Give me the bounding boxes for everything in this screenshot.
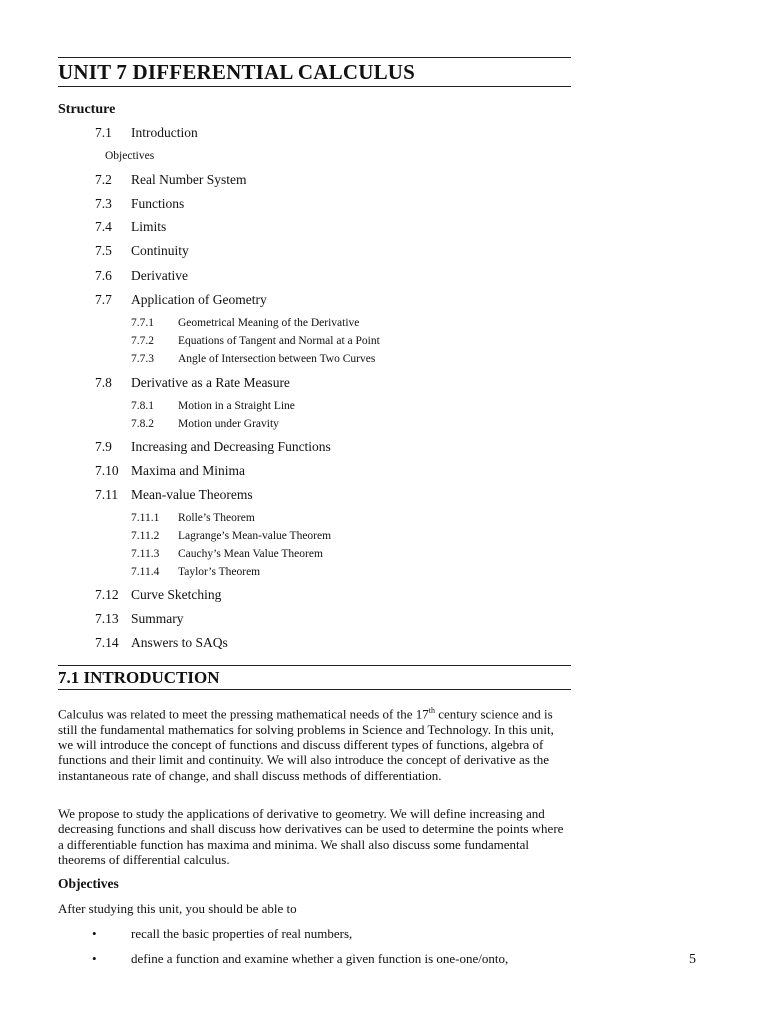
toc-subentry <box>0 548 768 566</box>
toc-sublabel: Equations of Tangent and Normal at a Point <box>178 335 380 347</box>
toc-label: Derivative <box>131 268 188 283</box>
toc-subentry <box>0 512 768 530</box>
toc-number: 7.1 <box>95 125 112 140</box>
toc-sublabel: Cauchy’s Mean Value Theorem <box>178 548 323 560</box>
toc-entry <box>0 172 768 190</box>
toc-subentry <box>0 566 768 584</box>
toc-label: Real Number System <box>131 172 247 187</box>
toc-sublabel: Geometrical Meaning of the Derivative <box>178 317 360 329</box>
toc-subnumber: 7.7.2 <box>131 335 154 347</box>
bullet-icon: • <box>92 926 97 941</box>
toc-label: Objectives <box>105 150 155 162</box>
toc-number: 7.11 <box>95 487 119 502</box>
toc-subnumber: 7.11.3 <box>131 548 160 560</box>
toc-label: Limits <box>131 219 167 234</box>
toc-number: 7.8 <box>95 375 112 390</box>
toc-label: Application of Geometry <box>131 292 267 307</box>
toc-entry <box>0 611 768 629</box>
toc-entry <box>0 635 768 653</box>
toc-entry <box>0 587 768 605</box>
top-rule <box>58 57 571 58</box>
toc-subnumber: 7.8.2 <box>131 418 154 430</box>
toc-subnumber: 7.11.2 <box>131 530 160 542</box>
toc-number: 7.13 <box>95 611 119 626</box>
unit-title: UNIT 7 DIFFERENTIAL CALCULUS <box>58 60 416 84</box>
toc-number: 7.12 <box>95 587 119 602</box>
toc-entry <box>0 268 768 286</box>
toc-number: 7.4 <box>95 219 112 234</box>
toc-subentry <box>0 353 768 371</box>
toc-label: Functions <box>131 196 185 211</box>
toc-subnumber: 7.7.3 <box>131 353 154 365</box>
toc-label: Introduction <box>131 125 198 140</box>
page-number: 5 <box>689 952 696 967</box>
toc-number: 7.14 <box>95 635 119 650</box>
superscript: th <box>428 706 435 715</box>
toc-label: Curve Sketching <box>131 587 222 602</box>
toc-subentry <box>0 400 768 418</box>
toc-label: Continuity <box>131 243 189 258</box>
toc-subentry <box>0 530 768 548</box>
toc-subentry <box>0 418 768 436</box>
toc-sublabel: Rolle’s Theorem <box>178 512 255 524</box>
toc-label: Derivative as a Rate Measure <box>131 375 290 390</box>
toc-number: 7.7 <box>95 292 112 307</box>
toc-sublabel: Angle of Intersection between Two Curves <box>178 353 376 365</box>
section-top-rule <box>58 665 571 666</box>
toc-label: Answers to SAQs <box>131 635 228 650</box>
toc-entry <box>0 196 768 214</box>
paragraph-text: century science and is still the fundamental mathematics for solving problems in Science and Technology. In this unit, we will introduce the concept of functions and discuss different types of functions, algebra of functions and their limit and continuity. We will also introduce the concept of derivative as the instantaneous rate of change, and shall discuss methods of differentiation. <box>58 706 554 783</box>
toc-subentry <box>0 317 768 335</box>
section-heading: 7.1 INTRODUCTION <box>58 668 220 687</box>
structure-heading: Structure <box>58 102 116 117</box>
toc-number: 7.10 <box>95 463 119 478</box>
toc-entry <box>0 292 768 310</box>
toc-number: 7.3 <box>95 196 112 211</box>
objectives-heading: Objectives <box>58 876 119 891</box>
toc-subnumber: 7.8.1 <box>131 400 154 412</box>
toc-entry <box>0 243 768 261</box>
toc-entry <box>0 463 768 481</box>
list-item: recall the basic properties of real numbers, <box>131 926 353 941</box>
paragraph-text: We propose to study the applications of derivative to geometry. We will define increasing and decreasing functions and shall discuss how derivatives can be used to determine the points where a differentiable function has maxima and minima. We shall also discuss some fundamental theorems of differential calculus. <box>58 806 564 867</box>
toc-entry <box>0 487 768 505</box>
toc-sublabel: Motion in a Straight Line <box>178 400 295 412</box>
toc-subnumber: 7.11.4 <box>131 566 160 578</box>
toc-subentry <box>0 335 768 353</box>
intro-paragraph-2 <box>58 806 568 867</box>
toc-entry <box>0 439 768 457</box>
toc-number: 7.9 <box>95 439 112 454</box>
toc-label: Summary <box>131 611 184 626</box>
paragraph-text: Calculus was related to meet the pressing mathematical needs of the 17 <box>58 706 429 722</box>
toc-number: 7.5 <box>95 243 112 258</box>
section-underline <box>58 689 571 690</box>
toc-entry <box>0 150 768 168</box>
title-underline <box>58 86 571 87</box>
toc-label: Mean-value Theorems <box>131 487 253 502</box>
toc-entry <box>0 125 768 143</box>
toc-number: 7.6 <box>95 268 112 283</box>
toc-label: Maxima and Minima <box>131 463 245 478</box>
toc-number: 7.2 <box>95 172 112 187</box>
toc-entry <box>0 375 768 393</box>
objectives-intro: After studying this unit, you should be able to <box>58 901 297 916</box>
toc-label: Increasing and Decreasing Functions <box>131 439 331 454</box>
list-item: define a function and examine whether a given function is one-one/onto, <box>131 951 509 966</box>
toc-sublabel: Motion under Gravity <box>178 418 279 430</box>
toc-subnumber: 7.11.1 <box>131 512 160 524</box>
toc-sublabel: Lagrange’s Mean-value Theorem <box>178 530 332 542</box>
intro-paragraph-1 <box>58 703 568 783</box>
toc-sublabel: Taylor’s Theorem <box>178 566 261 578</box>
toc-subnumber: 7.7.1 <box>131 317 154 329</box>
bullet-icon: • <box>92 951 97 966</box>
toc-entry <box>0 219 768 237</box>
